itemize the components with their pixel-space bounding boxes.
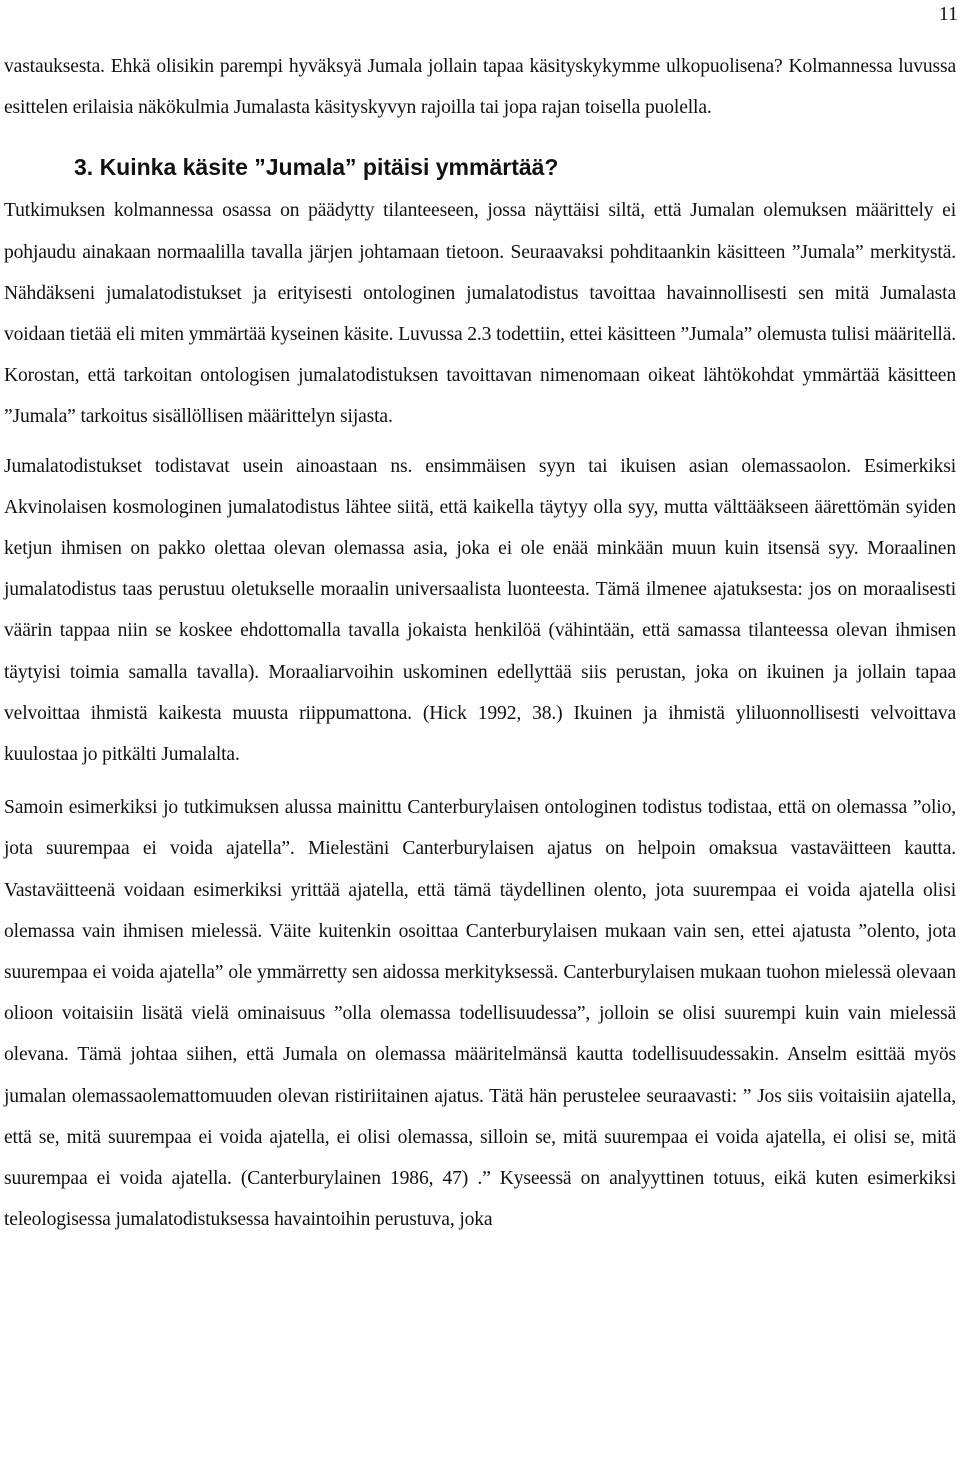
body-paragraph: Jumalatodistukset todistavat usein ainoastaan ns. ensimmäisen syyn tai ikuisen asian olemassaolon. Esimerkiksi Akvinolaisen kosmologinen jumalatodistus lähtee siitä, että kaikella täytyy olla syy, mutta välttääkseen äärettömän syiden ketjun ihmisen on pakko olettaa olevan olemassa asia, joka ei ole enää minkään muun kuin itsensä syy. Moraalinen jumalatodistus taas perustuu oletukselle moraalin universaalista luonteesta. Tämä ilmenee ajatuksesta: jos on moraalisesti väärin tappaa niin se koskee ehdottomalla tavalla jokaista henkilöä (vähintään, että samassa tilanteessa olevan ihmisen täytyisi toimia samalla tavalla). Moraaliarvoihin uskominen edellyttää siis perustan, joka on ikuinen ja jollain tapaa velvoittaa ihmistä kaikesta muusta riippumattona. (Hick 1992, 38.) Ikuinen ja ihmistä yliluonnollisesti velvoittava kuulostaa jo pitkälti Jumalalta. — [4, 455, 956, 766]
page-number: 11 — [938, 3, 958, 25]
body-paragraph: Samoin esimerkiksi jo tutkimuksen alussa mainittu Canterburylaisen ontologinen todistus todistaa, että on olemassa ”olio, jota suurempaa ei voida ajatella”. Mielestäni Canterburylaisen ajatus on helpoin omaksua vastaväitteen kautta. Vastaväitteenä voidaan esimerkiksi yrittää ajatella, että tämä täydellinen olento, jota suurempaa ei voida ajatella olisi olemassa vain ihmisen mielessä. Väite kuitenkin osoittaa Canterburylaisen mukaan vain sen, ettei ajatusta ”olento, jota suurempaa ei voida ajatella” ole ymmärretty sen aidossa merkityksessä. Canterburylaisen mukaan tuohon mielessä olevaan olioon voitaisiin lisätä vielä ominaisuus ”olla olemassa todellisuudessa”, jolloin se olisi suurempi kuin vain mielessä olevana. Tämä johtaa siihen, että Jumala on olemassa määritelmänsä kautta todellisuudessakin. Anselm esittää myös jumalan olemassaolemattomuuden olevan ristiriitainen ajatus. Tätä hän perustelee seuraavasti: ” Jos siis voitaisiin ajatella, että se, mitä suurempaa ei voida ajatella, ei olisi olemassa, silloin se, mitä suurempaa ei voida ajatella, ei olisi se, mitä suurempaa ei voida ajatella. (Canterburylainen 1986, 47) .” Kyseessä on analyyttinen totuus, eikä kuten esimerkiksi teleologisessa jumalatodistuksessa havaintoihin perustuva, joka — [4, 797, 956, 1231]
intro-paragraph: vastauksesta. Ehkä olisikin parempi hyväksyä Jumala jollain tapaa käsityskykymme ulkopuolisena? Kolmannessa luvussa esittelen erilaisia näkökulmia Jumalasta käsityskyvyn rajoilla tai jopa rajan toisella puolella. — [4, 56, 956, 119]
body-paragraph: Tutkimuksen kolmannessa osassa on päädytty tilanteeseen, jossa näyttäisi siltä, että Jumalan olemuksen määrittely ei pohjaudu ainakaan normaalilla tavalla järjen johtamaan tietoon. Seuraavaksi pohditaankin käsitteen ”Jumala” merkitystä. Nähdäkseni jumalatodistukset ja erityisesti ontologinen jumalatodistus tavoittaa havainnollisesti sen mitä Jumalasta voidaan tietää eli miten ymmärtää kyseinen käsite. Luvussa 2.3 todettiin, ettei käsitteen ”Jumala” olemusta tulisi määritellä. Korostan, että tarkoitan ontologisen jumalatodistuksen tavoittavan nimenomaan oikeat lähtökohdat ymmärtää käsitteen ”Jumala” tarkoitus sisällöllisen määrittelyn sijasta. — [4, 200, 956, 428]
section-heading: 3. Kuinka käsite ”Jumala” pitäisi ymmärtää? — [74, 154, 559, 181]
document-body — [4, 46, 956, 1240]
